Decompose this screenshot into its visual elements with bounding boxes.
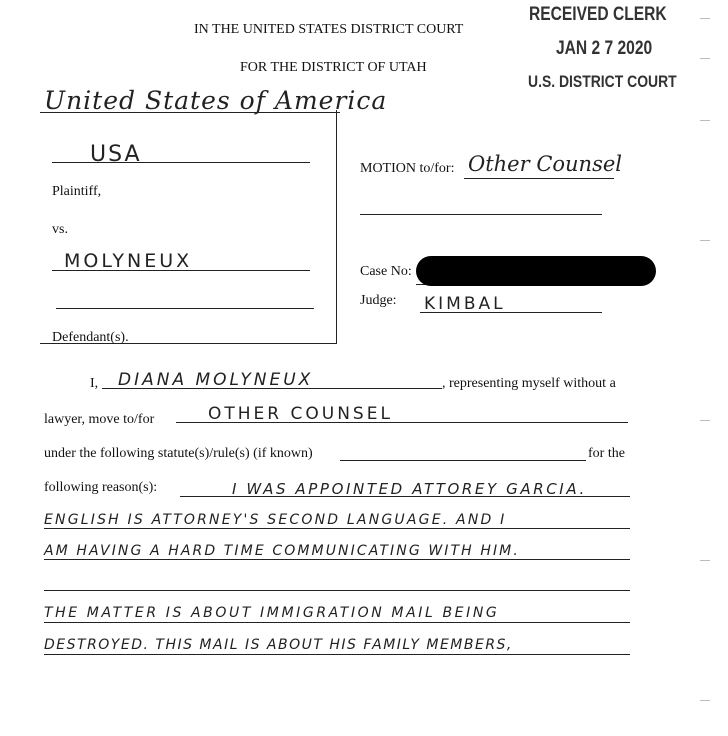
statute-line	[340, 460, 586, 461]
reason-line-6: DESTROYED. THIS MAIL IS ABOUT HIS FAMILY MEMBERS,	[44, 637, 513, 653]
reason-underline-4	[44, 590, 630, 591]
reason-underline-3	[44, 559, 630, 560]
scan-speck	[700, 240, 710, 241]
case-number-redaction	[416, 256, 656, 286]
plaintiff-line	[52, 162, 310, 163]
reasons-text: following reason(s):	[44, 480, 158, 495]
defendant-line	[52, 270, 310, 271]
reason-underline-1	[180, 496, 630, 497]
scan-speck	[700, 120, 710, 121]
judge-handwritten: KIMBAL	[424, 294, 506, 314]
stamp-date: JAN 2 7 2020	[556, 38, 653, 59]
reason-underline-6	[44, 654, 630, 655]
case-title-underline	[40, 112, 340, 113]
judge-label: Judge:	[360, 293, 397, 308]
scan-speck	[700, 560, 710, 561]
lawyer-text: lawyer, move to/for	[44, 412, 155, 427]
stamp-court: U.S. DISTRICT COURT	[528, 72, 677, 91]
reason-line-3: AM HAVING A HARD TIME COMMUNICATING WITH HIM.	[44, 543, 520, 559]
reason-line-1: I WAS APPOINTED ATTOREY GARCIA.	[232, 480, 587, 498]
vs-label: vs.	[52, 222, 68, 237]
stamp-received: RECEIVED CLERK	[529, 4, 667, 25]
motion-label: MOTION to/for:	[360, 161, 455, 176]
move-for-line	[176, 422, 628, 423]
defendant-label: Defendant(s).	[52, 330, 129, 345]
scan-speck	[700, 58, 710, 59]
scan-speck	[700, 420, 710, 421]
case-title-handwritten: United States of America	[44, 86, 388, 115]
statute-text: under the following statute(s)/rule(s) (if known)	[44, 446, 313, 461]
court-name: IN THE UNITED STATES DISTRICT COURT	[194, 22, 464, 37]
i-label: I,	[90, 376, 99, 391]
for-the-text: for the	[588, 446, 625, 461]
reason-underline-5	[44, 622, 630, 623]
reason-line-2: ENGLISH IS ATTORNEY'S SECOND LANGUAGE. AND I	[44, 512, 507, 528]
reason-line-5: THE MATTER IS ABOUT IMMIGRATION MAIL BEING	[44, 605, 500, 621]
plaintiff-handwritten: USA	[90, 142, 142, 167]
motion-line-2	[360, 214, 602, 215]
court-district: FOR THE DISTRICT OF UTAH	[240, 60, 427, 75]
judge-line	[420, 312, 602, 313]
representing-text: , representing myself without a	[442, 376, 616, 391]
case-no-label: Case No:	[360, 264, 412, 279]
name-handwritten: DIANA MOLYNEUX	[118, 370, 314, 390]
plaintiff-label: Plaintiff,	[52, 184, 102, 199]
scan-speck	[700, 700, 710, 701]
defendant-line-2	[56, 308, 314, 309]
name-line	[102, 388, 442, 389]
reason-underline-2	[44, 528, 630, 529]
defendant-handwritten: MOLYNEUX	[64, 250, 193, 272]
motion-value-handwritten: Other Counsel	[468, 152, 623, 176]
move-for-handwritten: OTHER COUNSEL	[208, 404, 393, 424]
motion-line	[464, 178, 614, 179]
scan-speck	[700, 18, 710, 19]
caption-box-right-border	[336, 110, 337, 343]
